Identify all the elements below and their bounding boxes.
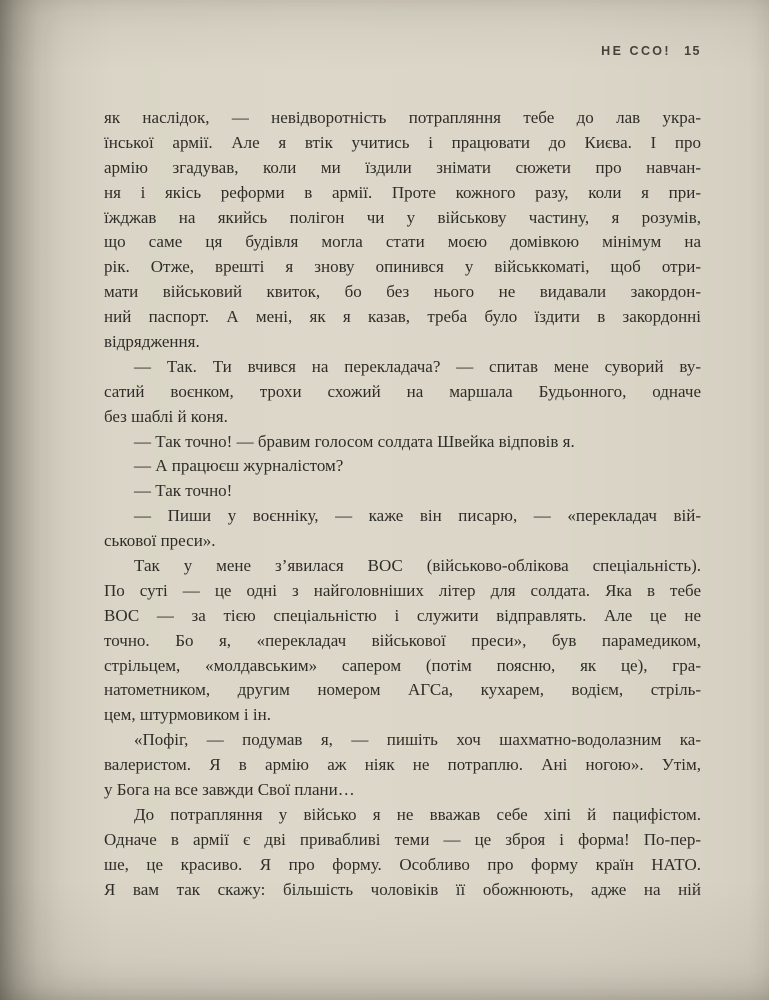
text-line: Я вам так скажу: більшість чоловіків її обожнюють, адже на ній bbox=[104, 879, 701, 899]
text-block bbox=[104, 106, 701, 903]
text-line: їнської армії. Але я втік учитись і працювати до Києва. І про bbox=[104, 132, 701, 152]
text-line: точно. Бо я, «перекладач військової преси», був парамедиком, bbox=[104, 630, 701, 650]
paragraph bbox=[104, 106, 701, 355]
text-line: — Так точно! bbox=[134, 481, 233, 501]
text-line: цем, штурмовиком і ін. bbox=[104, 705, 271, 725]
text-line: валеристом. Я в армію аж ніяк не потраплю. Ані ногою». Утім, bbox=[104, 755, 701, 775]
text-line: ськової преси». bbox=[104, 531, 216, 551]
text-line: їжджав на якийсь полігон чи у військову частину, я розумів, bbox=[104, 207, 701, 227]
chapter-title: НЕ ССО! bbox=[601, 44, 672, 58]
text-line: Так у мене з’явилася ВОС (військово-облікова спеціальність). bbox=[134, 556, 701, 576]
text-line: Одначе в армії є дві привабливі теми — це зброя і форма! По-пер- bbox=[104, 829, 701, 849]
text-line: армію згадував, коли ми їздили знімати сюжети про навчан- bbox=[104, 157, 701, 177]
text-line: До потрапляння у військо я не вважав себе хіпі й пацифістом. bbox=[134, 804, 701, 824]
text-line: мати військовий квиток, бо без нього не видавали закордон- bbox=[104, 282, 701, 302]
text-line: рік. Отже, врешті я знову опинився у військкоматі, щоб отри- bbox=[104, 257, 701, 277]
text-line: — Пиши у воєнніку, — каже він писарю, — «перекладач вій- bbox=[134, 506, 701, 526]
text-line: ний паспорт. А мені, як я казав, треба було їздити в закордонні bbox=[104, 307, 701, 327]
text-line: сатий воєнком, трохи схожий на маршала Будьонного, одначе bbox=[104, 381, 701, 401]
text-line: у Бога на все завжди Свої плани… bbox=[104, 780, 355, 800]
paragraph bbox=[104, 504, 701, 554]
running-head bbox=[601, 44, 701, 58]
text-line: ня і якісь реформи в армії. Проте кожного разу, коли я при- bbox=[104, 182, 701, 202]
text-line: як наслідок, — невідворотність потрапляння тебе до лав укра- bbox=[104, 108, 701, 127]
page-number: 15 bbox=[684, 44, 701, 58]
text-line: ВОС — за тією спеціальністю і служити відправлять. Але це не bbox=[104, 605, 701, 625]
text-line: натометником, другим номером АГСа, кухарем, водієм, стріль- bbox=[104, 680, 701, 700]
paragraph bbox=[104, 554, 701, 728]
paragraph bbox=[104, 430, 701, 455]
text-line: ше, це красиво. Я про форму. Особливо про форму країн НАТО. bbox=[104, 854, 701, 874]
paragraph bbox=[104, 803, 701, 903]
paragraph bbox=[104, 355, 701, 430]
text-line: — А працюєш журналістом? bbox=[134, 456, 344, 476]
text-line: — Так точно! — бравим голосом солдата Швейка відповів я. bbox=[134, 431, 575, 451]
text-line: «Пофіг, — подумав я, — пишіть хоч шахматно-водолазним ка- bbox=[134, 730, 701, 750]
text-line: що саме ця будівля могла стати моєю домівкою мінімум на bbox=[104, 232, 701, 252]
paragraph bbox=[104, 454, 701, 479]
text-line: По суті — це одні з найголовніших літер для солдата. Яка в тебе bbox=[104, 580, 701, 600]
text-line: відрядження. bbox=[104, 332, 200, 352]
paragraph bbox=[104, 479, 701, 504]
text-line: стрільцем, «молдавським» сапером (потім поясню, як це), гра- bbox=[104, 655, 701, 675]
text-line: без шаблі й коня. bbox=[104, 406, 228, 426]
paragraph bbox=[104, 728, 701, 803]
text-line: — Так. Ти вчився на перекладача? — спитав мене суворий ву- bbox=[134, 356, 701, 376]
